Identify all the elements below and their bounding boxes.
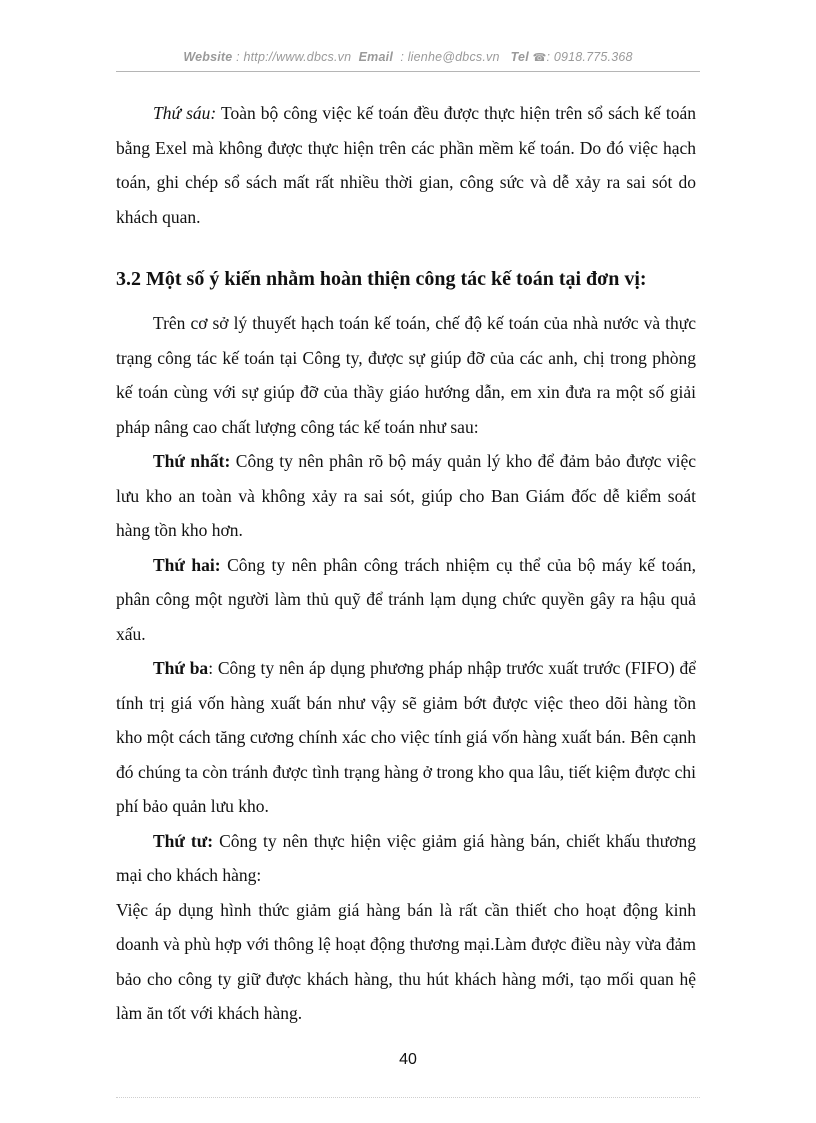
item-paragraph-3 <box>116 651 696 824</box>
section-body <box>116 306 696 1031</box>
item-lead-4: Thứ tư: <box>153 830 214 851</box>
item-text-2: Công ty nên phân công trách nhiệm cụ thể của bộ máy kế toán, phân công một người làm thủ quỹ để tránh lạm dụng chức quyền gây ra hậu quả xấu. <box>116 554 696 644</box>
website-label: Website <box>183 50 233 64</box>
item-paragraph-4 <box>116 824 696 893</box>
email-value: : lienhe@dbcs.vn <box>400 50 500 64</box>
opening-paragraph: Trên cơ sở lý thuyết hạch toán kế toán, chế độ kế toán của nhà nước và thực trạng công tác kế toán tại Công ty, được sự giúp đỡ của các anh, chị trong phòng kế toán cùng với sự giúp đỡ của thầy giáo hướng dẫn, em xin đưa ra một số giải pháp nâng cao chất lượng công tác kế toán như sau: <box>116 313 696 437</box>
tel-value: : 0918.775.368 <box>546 50 633 64</box>
header-divider <box>116 71 700 72</box>
item-lead-1: Thứ nhất: <box>153 451 231 471</box>
website-value: : http://www.dbcs.vn <box>236 50 352 64</box>
intro-paragraph <box>116 96 696 234</box>
intro-lead: Thứ sáu: <box>153 103 217 123</box>
email-label: Email <box>358 50 393 64</box>
item-lead-3: Thứ ba <box>153 658 209 678</box>
section-heading: 3.2 Một số ý kiến nhằm hoàn thiện công tác kế toán tại đơn vị: <box>116 268 647 290</box>
intro-text: Toàn bộ công việc kế toán đều được thực hiện trên sổ sách kế toán bằng Exel mà không được thực hiện trên các phần mềm kế toán. Do đó việc hạch toán, ghi chép sổ sách mất rất nhiều thời gian, công sức và dễ xảy ra sai sót do khách quan. <box>116 103 696 227</box>
item-text-3: : Công ty nên áp dụng phương pháp nhập trước xuất trước (FIFO) để tính trị giá vốn hàng xuất bán như vậy sẽ giảm bớt được việc theo dõi hàng tồn kho một cách tăng cương chính xác cho việc tính giá vốn hàng xuất bán. Bên cạnh đó chúng ta còn tránh được tình trạng hàng ở trong kho qua lâu, tiết kiệm được chi phí bảo quản lưu kho. <box>116 658 696 816</box>
phone-icon: ☎ <box>532 52 547 64</box>
page-number: 40 <box>399 1051 417 1068</box>
item-paragraph-1 <box>116 444 696 548</box>
footer-divider <box>116 1097 700 1098</box>
closing-paragraph: Việc áp dụng hình thức giảm giá hàng bán là rất cần thiết cho hoạt động kinh doanh và phù hợp với thông lệ hoạt động thương mại.Làm được điều này vừa đảm bảo cho công ty giữ được khách hàng, thu hút khách hàng mới, tạo mối quan hệ làm ăn tốt với khách hàng. <box>116 899 696 1023</box>
item-lead-2: Thứ hai: <box>153 554 221 575</box>
item-paragraph-2 <box>116 548 696 652</box>
page-header <box>116 50 700 64</box>
tel-label: Tel <box>510 50 529 64</box>
item-text-1: Công ty nên phân rõ bộ máy quản lý kho để đảm bảo được việc lưu kho an toàn và không xảy ra sai sót, giúp cho Ban Giám đốc dễ kiểm soát hàng tồn kho hơn. <box>116 451 696 540</box>
item-text-4: Công ty nên thực hiện việc giảm giá hàng bán, chiết khấu thương mại cho khách hàng: <box>116 830 696 885</box>
intro-block <box>116 96 696 234</box>
